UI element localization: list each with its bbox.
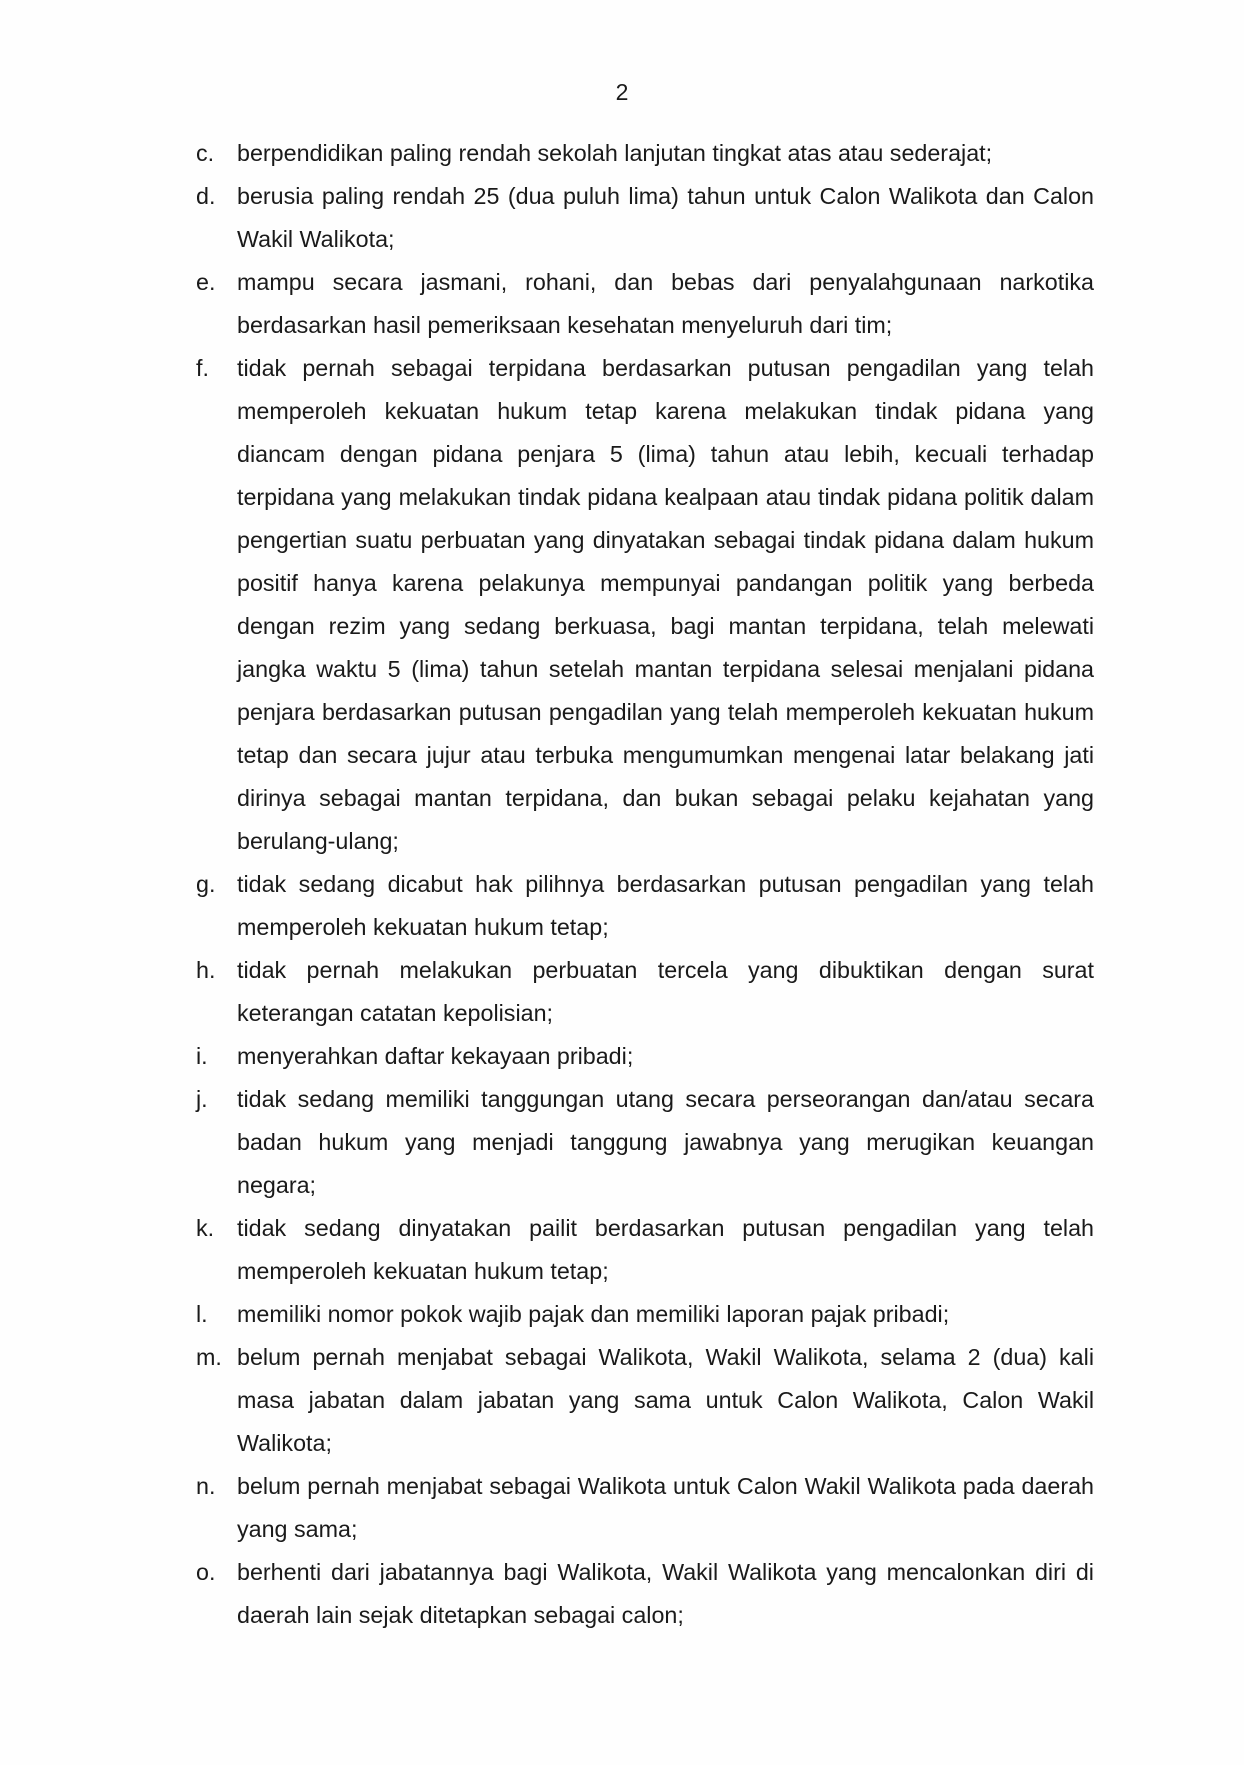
list-item-text: tidak pernah melakukan perbuatan tercela yang dibuktikan dengan surat keterangan catatan kepolisian;: [237, 957, 1094, 1026]
list-item-marker: d.: [196, 183, 216, 209]
list-item-e: [196, 261, 1094, 347]
list-item-o: [196, 1551, 1094, 1637]
list-item-marker: c.: [196, 140, 215, 166]
list-item-d: [196, 175, 1094, 261]
list-item-marker: h.: [196, 957, 216, 983]
list-item-text: mampu secara jasmani, rohani, dan bebas dari penyalahgunaan narkotika berdasarkan hasil pemeriksaan kesehatan menyeluruh dari tim;: [237, 269, 1094, 338]
list-item-h: [196, 949, 1094, 1035]
list-item-marker: f.: [196, 355, 209, 381]
list-item-j: [196, 1078, 1094, 1207]
list-item-i: [196, 1035, 1094, 1078]
list-item-text: berhenti dari jabatannya bagi Walikota, Wakil Walikota yang mencalonkan diri di daerah lain sejak ditetapkan sebagai calon;: [237, 1559, 1094, 1628]
list-item-text: menyerahkan daftar kekayaan pribadi;: [237, 1043, 634, 1069]
list-item-text: belum pernah menjabat sebagai Walikota, Wakil Walikota, selama 2 (dua) kali masa jabatan dalam jabatan yang sama untuk Calon Walikota, Calon Wakil Walikota;: [237, 1344, 1094, 1456]
list-item-text: belum pernah menjabat sebagai Walikota untuk Calon Wakil Walikota pada daerah yang sama;: [237, 1473, 1094, 1542]
list-item-m: [196, 1336, 1094, 1465]
list-item-marker: l.: [196, 1301, 208, 1327]
list-item-marker: k.: [196, 1215, 215, 1241]
list-item-g: [196, 863, 1094, 949]
list-item-text: tidak sedang dicabut hak pilihnya berdasarkan putusan pengadilan yang telah memperoleh kekuatan hukum tetap;: [237, 871, 1094, 940]
list-item-text: berusia paling rendah 25 (dua puluh lima) tahun untuk Calon Walikota dan Calon Wakil Walikota;: [237, 183, 1094, 252]
list-item-text: tidak sedang memiliki tanggungan utang secara perseorangan dan/atau secara badan hukum yang menjadi tanggung jawabnya yang merugikan keuangan negara;: [237, 1086, 1094, 1198]
list-item-marker: o.: [196, 1559, 216, 1585]
list-item-c: [196, 132, 1094, 175]
list-item-text: memiliki nomor pokok wajib pajak dan memiliki laporan pajak pribadi;: [237, 1301, 950, 1327]
list-item-k: [196, 1207, 1094, 1293]
list-item-f: [196, 347, 1094, 863]
page-number: 2: [615, 79, 629, 105]
requirements-list: [196, 132, 1094, 1637]
list-item-l: [196, 1293, 1094, 1336]
list-item-n: [196, 1465, 1094, 1551]
list-item-marker: m.: [196, 1344, 222, 1370]
list-item-marker: e.: [196, 269, 216, 295]
list-item-marker: i.: [196, 1043, 208, 1069]
list-item-text: tidak sedang dinyatakan pailit berdasarkan putusan pengadilan yang telah memperoleh kekuatan hukum tetap;: [237, 1215, 1094, 1284]
list-item-text: berpendidikan paling rendah sekolah lanjutan tingkat atas atau sederajat;: [237, 140, 993, 166]
list-item-text: tidak pernah sebagai terpidana berdasarkan putusan pengadilan yang telah memperoleh kekuatan hukum tetap karena melakukan tindak pidana yang diancam dengan pidana penjara 5 (lima) tahun atau lebih, kecuali terhadap terpidana yang melakukan tindak pidana kealpaan atau tindak pidana politik dalam pengertian suatu perbuatan yang dinyatakan sebagai tindak pidana dalam hukum positif hanya karena pelakunya mempunyai pandangan politik yang berbeda dengan rezim yang sedang berkuasa, bagi mantan terpidana, telah melewati jangka waktu 5 (lima) tahun setelah mantan terpidana selesai menjalani pidana penjara berdasarkan putusan pengadilan yang telah memperoleh kekuatan hukum tetap dan secara jujur atau terbuka mengumumkan mengenai latar belakang jati dirinya sebagai mantan terpidana, dan bukan sebagai pelaku kejahatan yang berulang-ulang;: [237, 355, 1094, 854]
list-item-marker: n.: [196, 1473, 216, 1499]
list-item-marker: j.: [196, 1086, 208, 1112]
list-item-marker: g.: [196, 871, 216, 897]
